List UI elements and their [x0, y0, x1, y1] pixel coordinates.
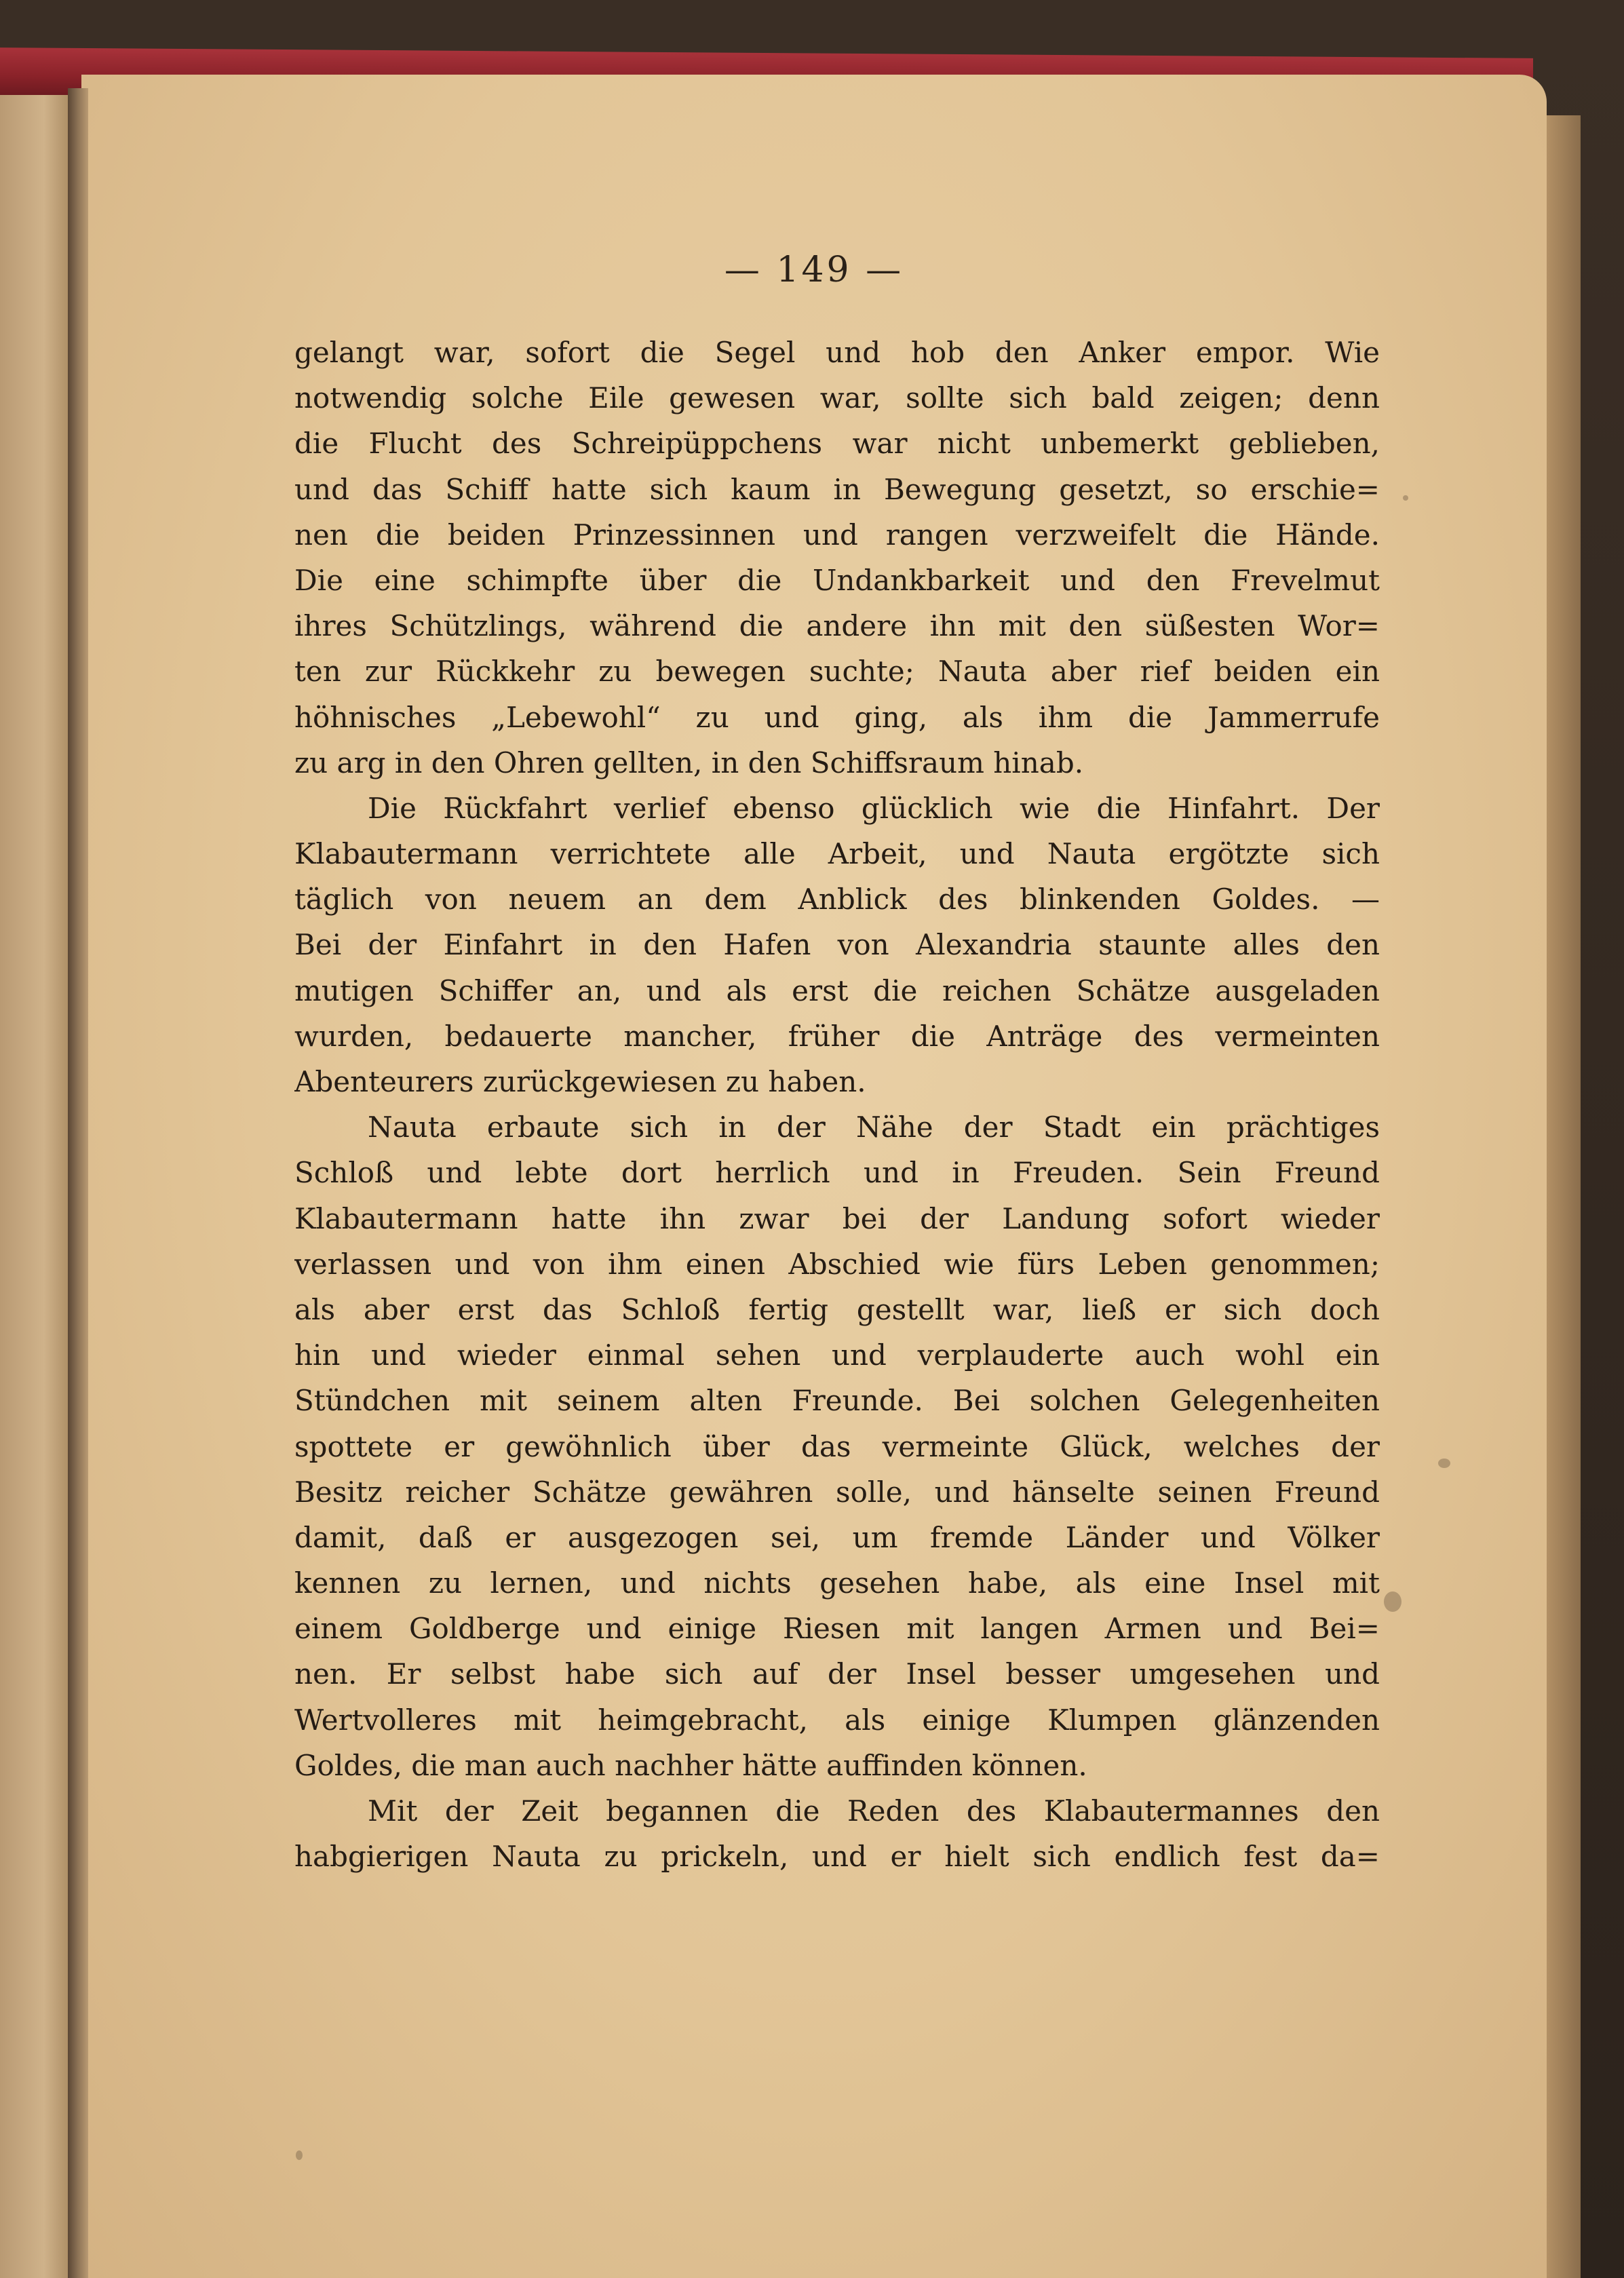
book-page: [81, 75, 1547, 2278]
book-gutter: [68, 88, 88, 2278]
paper-speck: [296, 2150, 303, 2160]
text-line: hin und wieder einmal sehen und verplauderte auch wohl ein: [294, 1338, 1380, 1372]
text-line: Schloß und lebte dort herrlich und in Freuden. Sein Freund: [294, 1156, 1380, 1190]
text-line: Besitz reicher Schätze gewähren solle, und hänselte seinen Freund: [294, 1475, 1380, 1509]
text-line: wurden, bedauerte mancher, früher die Anträge des vermeinten: [294, 1019, 1380, 1053]
text-line: ihres Schützlings, während die andere ihn mit den süßesten Wor=: [294, 609, 1380, 643]
paper-speck: [1438, 1459, 1450, 1468]
text-line: einem Goldberge und einige Riesen mit langen Armen und Bei=: [294, 1612, 1380, 1646]
text-line: Wertvolleres mit heimgebracht, als einige Klumpen glänzenden: [294, 1703, 1380, 1737]
text-line: Bei der Einfahrt in den Hafen von Alexandria staunte alles den: [294, 928, 1380, 962]
text-line: Mit der Zeit begannen die Reden des Klabautermannes den: [368, 1794, 1380, 1828]
text-line: Die eine schimpfte über die Undankbarkeit und den Frevelmut: [294, 563, 1380, 597]
text-line: Klabautermann verrichtete alle Arbeit, und Nauta ergötzte sich: [294, 837, 1380, 871]
left-page-edge: [0, 95, 73, 2278]
text-line: Abenteurers zurückgewiesen zu haben.: [294, 1065, 866, 1098]
text-line: nen. Er selbst habe sich auf der Insel besser umgesehen und: [294, 1657, 1380, 1691]
text-line: mutigen Schiffer an, und als erst die reichen Schätze ausgeladen: [294, 973, 1380, 1007]
text-line: Die Rückfahrt verlief ebenso glücklich wie die Hinfahrt. Der: [368, 791, 1380, 825]
paper-speck: [1403, 495, 1408, 501]
text-line: Stündchen mit seinem alten Freunde. Bei solchen Gelegenheiten: [294, 1384, 1380, 1418]
text-line: damit, daß er ausgezogen sei, um fremde Länder und Völker: [294, 1520, 1380, 1554]
text-line: ten zur Rückkehr zu bewegen suchte; Nauta aber rief beiden ein: [294, 655, 1380, 689]
text-line: spottete er gewöhnlich über das vermeinte Glück, welches der: [294, 1429, 1380, 1463]
body-text: [294, 330, 1380, 1879]
text-line: Klabautermann hatte ihn zwar bei der Landung sofort wieder: [294, 1201, 1380, 1235]
text-line: und das Schiff hatte sich kaum in Bewegung gesetzt, so erschie=: [294, 472, 1380, 506]
text-line: Goldes, die man auch nachher hätte auffinden können.: [294, 1748, 1087, 1782]
text-line: täglich von neuem an dem Anblick des blinkenden Goldes. —: [294, 883, 1380, 916]
text-line: die Flucht des Schreipüppchens war nicht unbemerkt geblieben,: [294, 427, 1380, 461]
paper-speck: [1384, 1591, 1401, 1612]
text-line: kennen zu lernen, und nichts gesehen habe, als eine Insel mit: [294, 1566, 1380, 1600]
text-line: höhnisches „Lebewohl“ zu und ging, als ihm die Jammerrufe: [294, 700, 1380, 734]
text-line: notwendig solche Eile gewesen war, sollte sich bald zeigen; denn: [294, 381, 1380, 415]
text-line: nen die beiden Prinzessinnen und rangen verzweifelt die Hände.: [294, 518, 1380, 552]
text-line: zu arg in den Ohren gellten, in den Schiffsraum hinab.: [294, 746, 1084, 779]
text-line: verlassen und von ihm einen Abschied wie fürs Leben genommen;: [294, 1247, 1380, 1281]
text-line: Nauta erbaute sich in der Nähe der Stadt ein prächtiges: [368, 1111, 1380, 1144]
text-line: habgierigen Nauta zu prickeln, und er hielt sich endlich fest da=: [294, 1840, 1380, 1874]
text-line: als aber erst das Schloß fertig gestellt war, ließ er sich doch: [294, 1292, 1380, 1326]
text-line: gelangt war, sofort die Segel und hob den Anker empor. Wie: [294, 336, 1380, 369]
page-number: — 149 —: [724, 250, 904, 290]
